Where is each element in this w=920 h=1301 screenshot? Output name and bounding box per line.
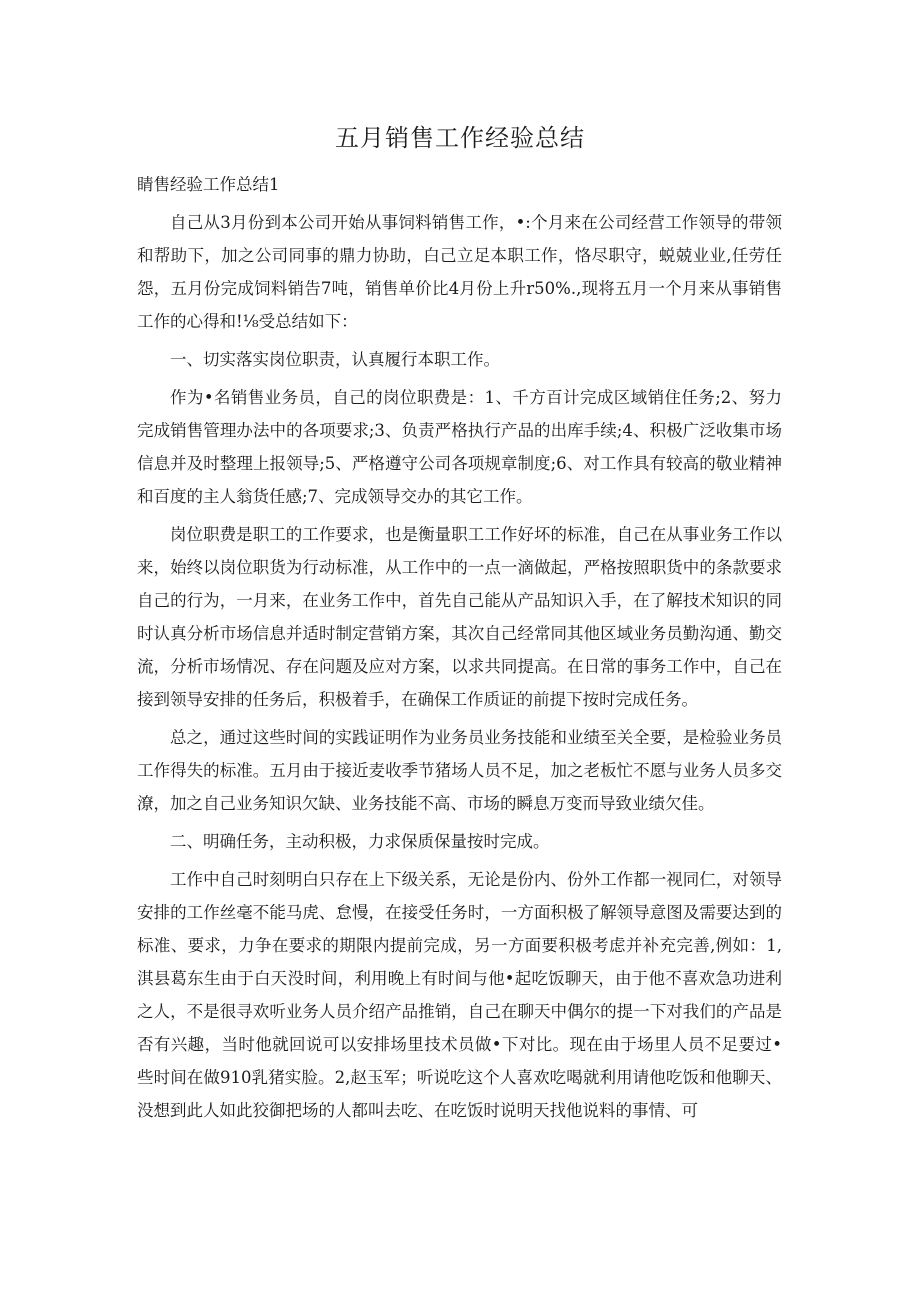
section-heading-1: 一、切实落实岗位职责，认真履行本职工作。	[170, 350, 500, 369]
paragraph-tasks: 工作中自己时刻明白只存在上下级关系，无论是份内、份外工作都一视同仁，对领导安排的工作丝毫不能马虎、怠慢，在接受任务时，一方面积极了解领导意图及需要达到的标准、要求，力争在要求的期限内提前完成，另一方面要积极考虑并补充完善,例如：1,淇县葛东生由于白天没时间，利用晚上有时间与他•起吃饭聊天，由于他不喜欢急功进利之人，不是很寻欢听业务人员介绍产品推销，自己在聊天中偶尔的提一下对我们的产品是否有兴趣，当时他就回说可以安排场里技术员做•下对比。现在由于场里人员不足要过•些时间在做910乳猪实脸。2,赵玉军；听说吃这个人喜欢吃喝就利用请他吃饭和他聊天、没想到此人如此狡御把场的人都叫去吃、在吃饭时说明天找他说料的事情、可	[137, 870, 782, 1120]
document-subtitle: 睛售经验工作总结1	[137, 175, 280, 194]
paragraph-standards: 岗位职费是职工的工作要求，也是衡量职工工作好坏的标准，自己在从事业务工作以来，始终以岗位职货为行动标准，从工作中的一点一滴做起，严格按照职货中的条款要求自己的行为，一月来，在业务工作中，首先自己能从产品知识入手，在了解技术知识的同时认真分析市场信息并适时制定营销方案，其次自己经常同其他区域业务员勤沟通、勤交流，分析市场情况、存在问题及应对方案，以求共同提高。在日常的事务工作中，自己在接到领导安排的任务后，积极着手，在确保工作质证的前提下按时完成任务。	[137, 525, 782, 709]
document-body	[137, 168, 782, 1132]
paragraph-intro: 自己从3月份到本公司开始从事饲料销售工作，•:个月来在公司经营工作领导的带领和帮助下，加之公司同事的鼎力协助，白己立足本职工作，恪尽职守，蜕兢业业,任劳任怨，五月份完成饲料销告7吨，销售单价比4月份上升r50%.,现将五月一个月来从事销售工作的心得和!⅛受总结如下：	[137, 213, 782, 331]
page-title: 五月销售工作经验总结	[335, 124, 585, 152]
paragraph-duties: 作为•名销售业务员，自己的岗位职费是：1、千方百计完成区域销住任务;2、努力完成销售管理办法中的各项要求;3、负责严格执行产品的出库手续;4、积极广泛收集市场信息并及时整理上报领导;5、严格遵守公司各项规章制度;6、对工作具有较高的敬业精神和百度的主人翁货任感;7、完成领导交办的其它工作。	[137, 388, 782, 506]
paragraph-summary: 总之，通过这些时间的实践证明作为业务员业务技能和业绩至关全要，是检验业务员工作得失的标准。五月由于接近麦收季节猪场人员不足，加之老板忙不愿与业务人员多交潦，加之自己业务知识欠缺、业务技能不高、市场的瞬息万变而导致业绩欠佳。	[137, 728, 782, 813]
section-heading-2: 二、明确任务，主动积极，力求保质保量按时完成。	[170, 832, 550, 851]
